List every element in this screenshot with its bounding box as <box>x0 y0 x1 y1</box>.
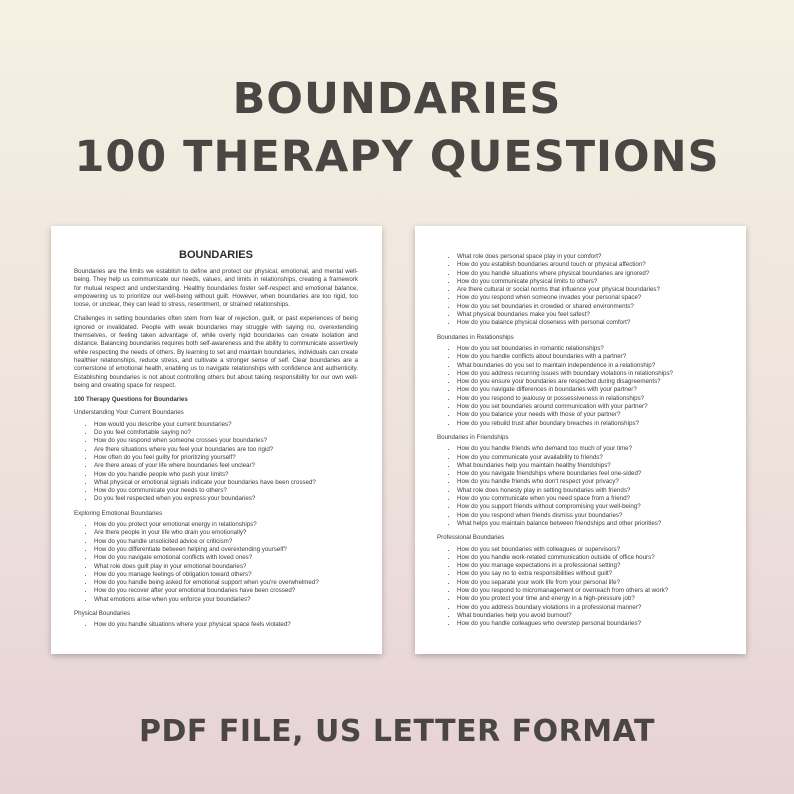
document-page-right <box>415 226 746 654</box>
question-item: • How do you respond to jealousy or possessiveness in relationships? <box>457 395 724 403</box>
question-item: • Do you feel comfortable saying no? <box>94 429 358 437</box>
question-item: • How do you handle being asked for emotional support when you're overwhelmed? <box>94 579 358 587</box>
question-item: • How do you handle conflicts about boundaries with a partner? <box>457 353 724 361</box>
question-list <box>74 621 358 629</box>
question-item: • What role does guilt play in your emotional boundaries? <box>94 563 358 571</box>
section-heading-understanding-your-current-boundaries: Understanding Your Current Boundaries <box>74 409 184 417</box>
question-item: • How do you communicate when you need space from a friend? <box>457 495 724 503</box>
question-item: • How do you respond when someone invades your personal space? <box>457 294 724 302</box>
question-item: • How do you handle friends who demand too much of your time? <box>457 445 724 453</box>
question-item: • What role does honesty play in setting boundaries with friends? <box>457 487 724 495</box>
right-sections <box>437 334 724 629</box>
question-item: • What physical or emotional signals indicate your boundaries have been crossed? <box>94 479 358 487</box>
question-item: • How do you separate your work life from your personal life? <box>457 579 724 587</box>
question-item: • How do you communicate your availability to friends? <box>457 454 724 462</box>
intro-paragraph-1: Boundaries are the limits we establish to define and protect our physical, emotional, and mental well-being. They help us communicate our needs, values, and limits in relationships, creating a framework for mutual respect and understanding. Healthy boundaries foster self-respect and emotional balance, empowering us to prioritize our well-being without guilt. However, when boundaries are too rigid, too loose, or unclear, they can lead to stress, resentment, or strained relationships. <box>74 268 358 309</box>
question-item: • Are there cultural or social norms that influence your physical boundaries? <box>457 286 724 294</box>
question-item: • Are there areas of your life where boundaries feel unclear? <box>94 462 358 470</box>
question-item: • How do you rebuild trust after boundary breaches in relationships? <box>457 420 724 428</box>
question-item: • How do you handle situations where physical boundaries are ignored? <box>457 270 724 278</box>
document-title: BOUNDARIES <box>179 249 253 261</box>
question-list <box>437 445 724 528</box>
question-item: • How do you differentiate between helping and overextending yourself? <box>94 546 358 554</box>
questions-subheading: 100 Therapy Questions for Boundaries <box>74 396 188 404</box>
question-item: • How do you address recurring issues with boundary violations in relationships? <box>457 370 724 378</box>
question-item: • How do you balance your needs with those of your partner? <box>457 411 724 419</box>
question-item: • How do you balance physical closeness with personal comfort? <box>457 319 724 327</box>
question-item: • How do you handle people who push your limits? <box>94 471 358 479</box>
format-caption: PDF FILE, US LETTER FORMAT <box>139 714 655 749</box>
section-heading-exploring-emotional-boundaries: Exploring Emotional Boundaries <box>74 509 163 517</box>
question-item: • How do you navigate differences in boundaries with your partner? <box>457 386 724 394</box>
section-heading-physical-boundaries: Physical Boundaries <box>74 609 131 617</box>
question-item: • How do you handle unsolicited advice or criticism? <box>94 538 358 546</box>
question-item: • How do you handle situations where your physical space feels violated? <box>94 621 358 629</box>
question-item: • How do you manage expectations in a professional setting? <box>457 562 724 570</box>
question-list <box>74 421 358 504</box>
question-item: • How do you say no to extra responsibilities without guilt? <box>457 570 724 578</box>
question-item: • What helps you maintain balance between friendships and other priorities? <box>457 520 724 528</box>
question-item: • How do you protect your emotional energy in relationships? <box>94 521 358 529</box>
question-item: • How do you set boundaries with colleagues or supervisors? <box>457 546 724 554</box>
question-item: • How do you handle colleagues who overstep personal boundaries? <box>457 620 724 628</box>
question-item: • How do you respond to micromanagement or overreach from others at work? <box>457 587 724 595</box>
question-item: • How do you communicate physical limits to others? <box>457 278 724 286</box>
question-item: • Do you feel respected when you express your boundaries? <box>94 495 358 503</box>
question-item: • Are there situations where you feel your boundaries are too rigid? <box>94 446 358 454</box>
question-item: • How often do you feel guilty for prioritizing yourself? <box>94 454 358 462</box>
question-item: • How do you respond when friends dismiss your boundaries? <box>457 512 724 520</box>
question-item: • What role does personal space play in your comfort? <box>457 253 724 261</box>
question-list <box>74 521 358 604</box>
left-sections <box>74 409 358 629</box>
hero-title: BOUNDARIES <box>232 74 562 124</box>
question-item: • What boundaries help you avoid burnout? <box>457 612 724 620</box>
question-list <box>437 345 724 428</box>
section-heading-professional-boundaries: Professional Boundaries <box>437 534 505 542</box>
question-item: • How do you protect your time and energy in a high-pressure job? <box>457 595 724 603</box>
question-item: • How would you describe your current boundaries? <box>94 421 358 429</box>
question-item: • What boundaries help you maintain healthy friendships? <box>457 462 724 470</box>
question-item: • How do you navigate emotional conflicts with loved ones? <box>94 554 358 562</box>
question-item: • How do you set boundaries in crowded or shared environments? <box>457 303 724 311</box>
intro-paragraph-2: Challenges in setting boundaries often stem from fear of rejection, guilt, or past experiences of being ignored or invalidated. People with weak boundaries may struggle with saying no, overextending themselves, or feeling taken advantage of, while overly rigid boundaries can create isolation and distance. Balancing boundaries requires both self-awareness and the ability to communicate assertively while respecting the needs of others. By learning to set and maintain boundaries, individuals can create healthier relationships, reduce stress, and cultivate a stronger sense of self. Clear boundaries are a cornerstone of emotional health, enabling us to navigate relationships with confidence and authenticity. Establishing boundaries is not about controlling others but about taking responsibility for our own well-being and creating space for respect. <box>74 315 358 389</box>
question-item: • How do you navigate friendships where boundaries feel one-sided? <box>457 470 724 478</box>
question-item: • What boundaries do you set to maintain independence in a relationship? <box>457 362 724 370</box>
question-item: • How do you handle work-related communication outside of office hours? <box>457 554 724 562</box>
question-item: • How do you respond when someone crosses your boundaries? <box>94 437 358 445</box>
question-item: • How do you establish boundaries around touch or physical affection? <box>457 261 724 269</box>
section-heading-boundaries-in-friendships: Boundaries in Friendships <box>437 433 509 441</box>
question-list <box>437 546 724 629</box>
question-item: • How do you manage feelings of obligation toward others? <box>94 571 358 579</box>
question-item: • What physical boundaries make you feel safest? <box>457 311 724 319</box>
question-item: • How do you set boundaries in romantic relationships? <box>457 345 724 353</box>
physical-boundaries-continued-list <box>437 253 724 328</box>
question-item: • How do you ensure your boundaries are respected during disagreements? <box>457 378 724 386</box>
question-item: • What emotions arise when you enforce your boundaries? <box>94 596 358 604</box>
question-item: • How do you handle friends who don't respect your privacy? <box>457 478 724 486</box>
question-item: • How do you support friends without compromising your well-being? <box>457 503 724 511</box>
section-heading-boundaries-in-relationships: Boundaries in Relationships <box>437 333 514 341</box>
question-item: • How do you recover after your emotional boundaries have been crossed? <box>94 587 358 595</box>
question-item: • How do you set boundaries around communication with your partner? <box>457 403 724 411</box>
hero-subtitle: 100 THERAPY QUESTIONS <box>74 132 720 182</box>
question-item: • Are there people in your life who drain you emotionally? <box>94 529 358 537</box>
question-item: • How do you communicate your needs to others? <box>94 487 358 495</box>
question-item: • How do you address boundary violations in a professional manner? <box>457 604 724 612</box>
document-page-left <box>51 226 382 654</box>
